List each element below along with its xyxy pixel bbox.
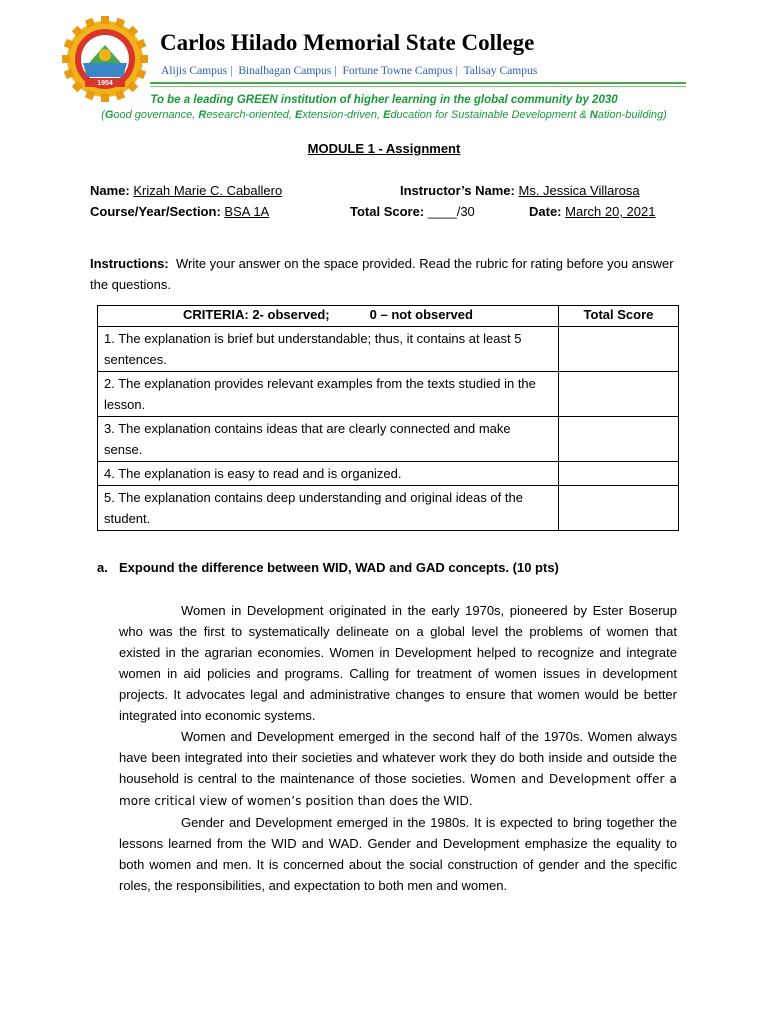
wad-text: Women and Development emerged in the second half of the 1970s. Women always have been integrated into their societies and whatever work they do both inside and outside the household is central to the maintenance of those societies.	[119, 729, 677, 786]
logo-year: 1954	[97, 80, 113, 87]
campus-alijis: Alijis Campus	[161, 65, 228, 77]
campus-fortune-towne: Fortune Towne Campus	[342, 65, 453, 77]
question-letter: a.	[97, 560, 108, 575]
rubric-score-cell[interactable]	[558, 486, 678, 531]
rubric-table	[97, 305, 679, 531]
value-extension-driven: xtension-driven,	[302, 109, 384, 121]
value-nation-building: ation-building	[597, 109, 664, 121]
answer-paragraph-wid: Women in Development originated in the early 1970s, pioneered by Ester Boserup who was the first to systematically delineate on a global level the problems of women that existed in the agrarian economies. Women in Development helped to recognize and integrate women in aid policies and programs. Calling for treatment of women issues in development projects. It advocates legal and administrative changes to ensure that women would be better integrated into economic systems.	[119, 603, 677, 723]
course-field	[90, 204, 269, 219]
rubric-row	[98, 327, 679, 372]
value-education: ducation for Sustainable Development &	[390, 109, 590, 121]
rubric-score-cell[interactable]	[558, 462, 678, 486]
value-initial-r: R	[198, 109, 207, 121]
name-label: Name:	[90, 183, 130, 198]
rubric-criterion: 4. The explanation is easy to read and is organized.	[98, 462, 559, 486]
criteria-not-observed: 0 – not observed	[369, 307, 473, 322]
answer-body	[119, 600, 677, 896]
name-value: Krizah Marie C. Caballero	[133, 183, 283, 198]
name-field	[90, 183, 282, 198]
campus-separator: |	[455, 65, 458, 77]
campus-separator: |	[334, 65, 337, 77]
criteria-observed: CRITERIA: 2- observed;	[183, 307, 330, 322]
total-score-max: /30	[456, 204, 475, 219]
header-divider	[150, 82, 686, 84]
answer-paragraph-wad	[119, 726, 677, 812]
vision-statement: To be a leading GREEN institution of higher learning in the global community by 2030	[150, 94, 618, 106]
instructions-label: Instructions:	[90, 256, 169, 271]
instructions	[90, 253, 680, 295]
wad-critical-view: Women and Development offer a more critical view of women’s position than does	[119, 772, 677, 808]
value-initial-e: E	[295, 109, 303, 121]
instructor-label: Instructor’s Name:	[400, 183, 515, 198]
course-label: Course/Year/Section:	[90, 204, 221, 219]
values-open-paren: (	[101, 109, 105, 121]
value-initial-n: N	[589, 109, 598, 121]
college-name: Carlos Hilado Memorial State College	[160, 30, 535, 55]
value-good-governance: ood governance,	[113, 109, 199, 121]
value-initial-g: G	[104, 109, 114, 121]
header-divider-thin	[150, 86, 686, 87]
rubric-row	[98, 462, 679, 486]
total-score-field	[350, 204, 475, 219]
rubric-row	[98, 417, 679, 462]
campus-list	[161, 65, 537, 77]
college-seal-logo	[62, 16, 148, 102]
rubric-score-cell[interactable]	[558, 372, 678, 417]
rubric-header-row	[98, 306, 679, 327]
value-research-oriented: esearch-oriented,	[206, 109, 296, 121]
rubric-criterion: 5. The explanation contains deep understanding and original ideas of the student.	[98, 486, 559, 531]
core-values	[0, 109, 768, 121]
instructor-field	[400, 183, 640, 198]
instructions-text: Write your answer on the space provided. Read the rubric for rating before you answer the questions.	[90, 256, 674, 292]
rubric-criterion: 1. The explanation is brief but understandable; thus, it contains at least 5 sentences.	[98, 327, 559, 372]
total-score-label: Total Score:	[350, 204, 425, 219]
answer-paragraph-gad: Gender and Development emerged in the 1980s. It is expected to bring together the lessons learned from the WID and WAD. Gender and Development emphasize the equality to both women and men. It is concerned about the social construction of gender and the specific roles, the responsibilities, and expectation to both men and women.	[119, 815, 677, 893]
values-close-paren: )	[663, 109, 667, 121]
rubric-row	[98, 372, 679, 417]
campus-separator: |	[230, 65, 233, 77]
course-value: BSA 1A	[224, 204, 270, 219]
date-value: March 20, 2021	[565, 204, 656, 219]
rubric-criterion: 2. The explanation provides relevant examples from the texts studied in the lesson.	[98, 372, 559, 417]
campus-talisay: Talisay Campus	[463, 65, 538, 77]
rubric-score-cell[interactable]	[558, 417, 678, 462]
question-a	[97, 560, 559, 575]
date-field	[529, 204, 655, 219]
rubric-score-cell[interactable]	[558, 327, 678, 372]
rubric-row	[98, 486, 679, 531]
campus-binalbagan: Binalbagan Campus	[238, 65, 332, 77]
question-text: Expound the difference between WID, WAD and GAD concepts. (10 pts)	[119, 560, 559, 575]
value-initial-e2: E	[383, 109, 391, 121]
wad-end: the WID.	[421, 793, 473, 808]
date-label: Date:	[529, 204, 562, 219]
module-title: MODULE 1 - Assignment	[307, 141, 461, 156]
rubric-score-header: Total Score	[558, 306, 678, 327]
rubric-criterion: 3. The explanation contains ideas that are clearly connected and make sense.	[98, 417, 559, 462]
instructor-value: Ms. Jessica Villarosa	[518, 183, 640, 198]
total-score-blank: ____	[427, 204, 457, 219]
rubric-criteria-header	[98, 306, 559, 327]
